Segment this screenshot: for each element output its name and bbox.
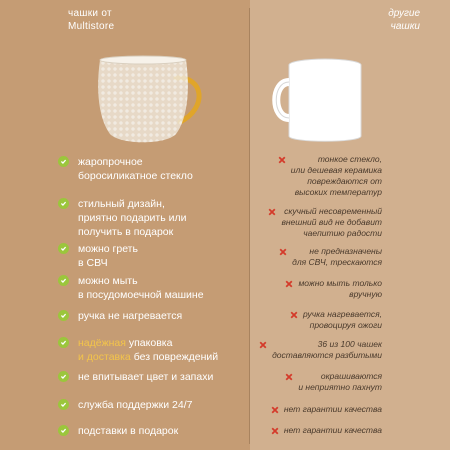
check-icon [58,275,69,286]
con-row-8: нет гарантии качества [271,404,382,415]
check-icon [58,243,69,254]
cross-icon [259,341,267,349]
cross-icon [290,311,298,319]
header-multistore [68,7,114,33]
header-right-line2: чашки [390,21,420,32]
check-icon [58,337,69,348]
check-icon [58,371,69,382]
pro-row-9: подставки в подарок [58,424,178,438]
con-row-1: тонкое стекло, или дешевая керамика повреждаются от высоких температур [278,154,382,198]
check-icon [58,156,69,167]
con-row-4: можно мыть только вручную [285,278,382,300]
check-icon [58,399,69,410]
white-mug-image [270,50,380,150]
cross-icon [285,280,293,288]
divider [249,8,250,444]
con-row-6: 36 из 100 чашек доставляются разбитыми [259,339,382,361]
con-row-5: ручка нагревается, провоцируя ожоги [290,309,382,331]
cross-icon [279,248,287,256]
check-icon [58,310,69,321]
pro-row-8: служба поддержки 24/7 [58,398,192,412]
pro-row-3: можно греть в СВЧ [58,242,138,270]
pro-row-5: ручка не нагревается [58,309,182,323]
cross-icon [268,208,276,216]
pro-row-1: жаропрочное боросиликатное стекло [58,155,193,183]
cross-icon [278,156,286,164]
con-row-7: окрашиваются и неприятно пахнут [285,371,382,393]
con-row-3: не предназначены для СВЧ, трескаются [279,246,382,268]
cross-icon [285,373,293,381]
glass-cup-image [76,48,224,148]
header-right-line1: другие [388,8,420,19]
pro-row-6: надёжная упаковка и доставка без повреждений [58,336,218,364]
pro-row-4: можно мыть в посудомоечной машине [58,274,204,302]
con-row-2: скучный несовременный внешний вид не добавит чаепитию радости [268,206,382,239]
pro-row-7: не впитывает цвет и запахи [58,370,213,384]
cross-icon [271,406,279,414]
cross-icon [271,427,279,435]
header-left-line2: Multistore [68,21,115,32]
pro-row-2: стильный дизайн, приятно подарить или получить в подарок [58,197,186,239]
header-left-line1: чашки от [68,8,112,19]
con-row-9: нет гарантии качества [271,425,382,436]
header-other [388,7,420,33]
check-icon [58,198,69,209]
check-icon [58,425,69,436]
